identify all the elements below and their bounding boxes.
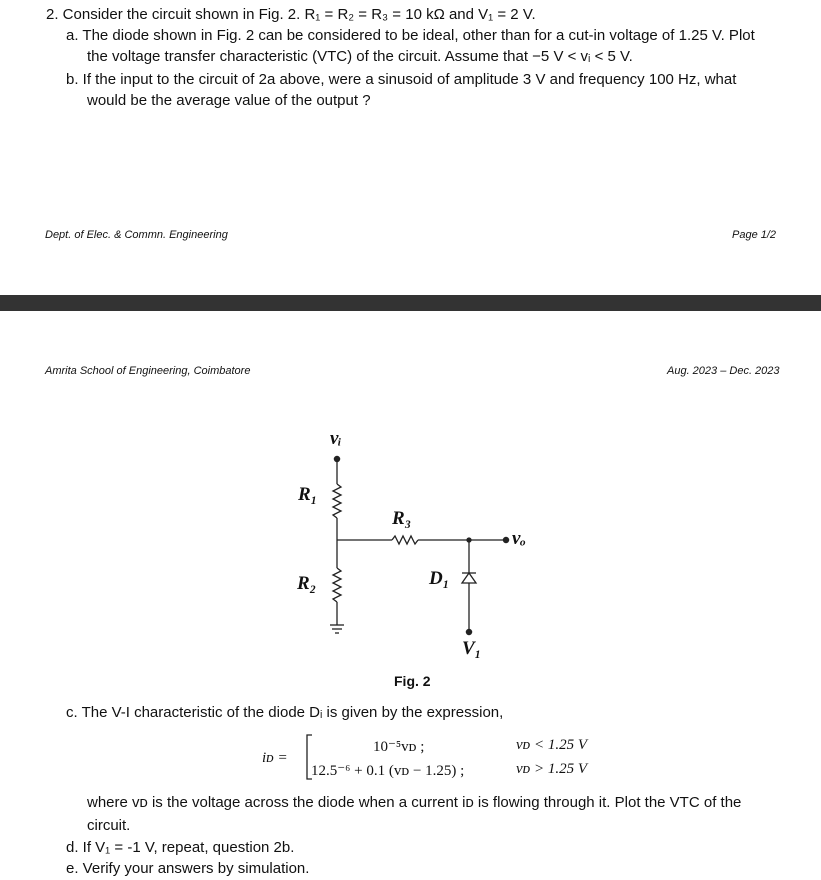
vi-label: vᵢ [330, 428, 342, 449]
equation-case2-cond: vᴅ > 1.25 V [516, 761, 588, 777]
question-2b-line2: would be the average value of the output ? [87, 92, 371, 109]
v1-label: V₁ [462, 638, 482, 659]
question-2b-line1: b. If the input to the circuit of 2a above, were a sinusoid of amplitude 3 V and frequency 100 Hz, what [66, 71, 737, 88]
d1-label: D₁ [429, 568, 450, 589]
equation-case1-cond: vᴅ < 1.25 V [516, 737, 588, 753]
question-2a-line2: the voltage transfer characteristic (VTC) of the circuit. Assume that −5 V < vᵢ < 5 V. [87, 48, 633, 65]
page-header-left: Amrita School of Engineering, Coimbatore [45, 365, 251, 377]
r2-label: R₂ [297, 573, 317, 594]
vo-node [503, 537, 508, 542]
r1-resistor [333, 484, 341, 518]
r3-label: R₃ [392, 508, 412, 529]
equation-lhs-text: iᴅ = [262, 750, 288, 766]
question-2a-line1: a. The diode shown in Fig. 2 can be considered to be ideal, other than for a cut-in voltage of 1.25 V. Plot [66, 27, 755, 44]
equation-lhs [262, 750, 288, 767]
equation-case2-expr: 12.5⁻⁶ + 0.1 (vᴅ − 1.25) ; [311, 763, 465, 779]
r1-label: R₁ [298, 484, 318, 505]
vo-label: vₒ [512, 528, 526, 549]
where-line2: circuit. [87, 817, 131, 834]
page-footer-right: Page 1/2 [732, 229, 777, 241]
question-2e-text: e. Verify your answers by simulation. [66, 860, 310, 877]
d1-diode-triangle [462, 573, 476, 583]
figure-caption: Fig. 2 [394, 673, 431, 689]
where-line1: where vᴅ is the voltage across the diode when a current iᴅ is flowing through it. Plot the VTC of the [87, 794, 742, 811]
r3-resistor [392, 536, 418, 544]
question-2d-text: d. If V₁ = -1 V, repeat, question 2b. [66, 839, 295, 856]
v1-node [466, 629, 471, 634]
question-2-text: 2. Consider the circuit shown in Fig. 2. R₁ = R₂ = R₃ = 10 kΩ and V₁ = 2 V. [46, 6, 536, 23]
page-footer-left: Dept. of Elec. & Commn. Engineering [45, 229, 228, 241]
circuit-diagram [0, 420, 821, 670]
page-separator [0, 295, 821, 311]
question-2c-text: c. The V-I characteristic of the diode Dᵢ is given by the expression, [66, 704, 504, 721]
page-header-right: Aug. 2023 – Dec. 2023 [667, 365, 780, 377]
r2-resistor [333, 568, 341, 602]
equation-case1-expr: 10⁻⁵vᴅ ; [373, 739, 425, 755]
